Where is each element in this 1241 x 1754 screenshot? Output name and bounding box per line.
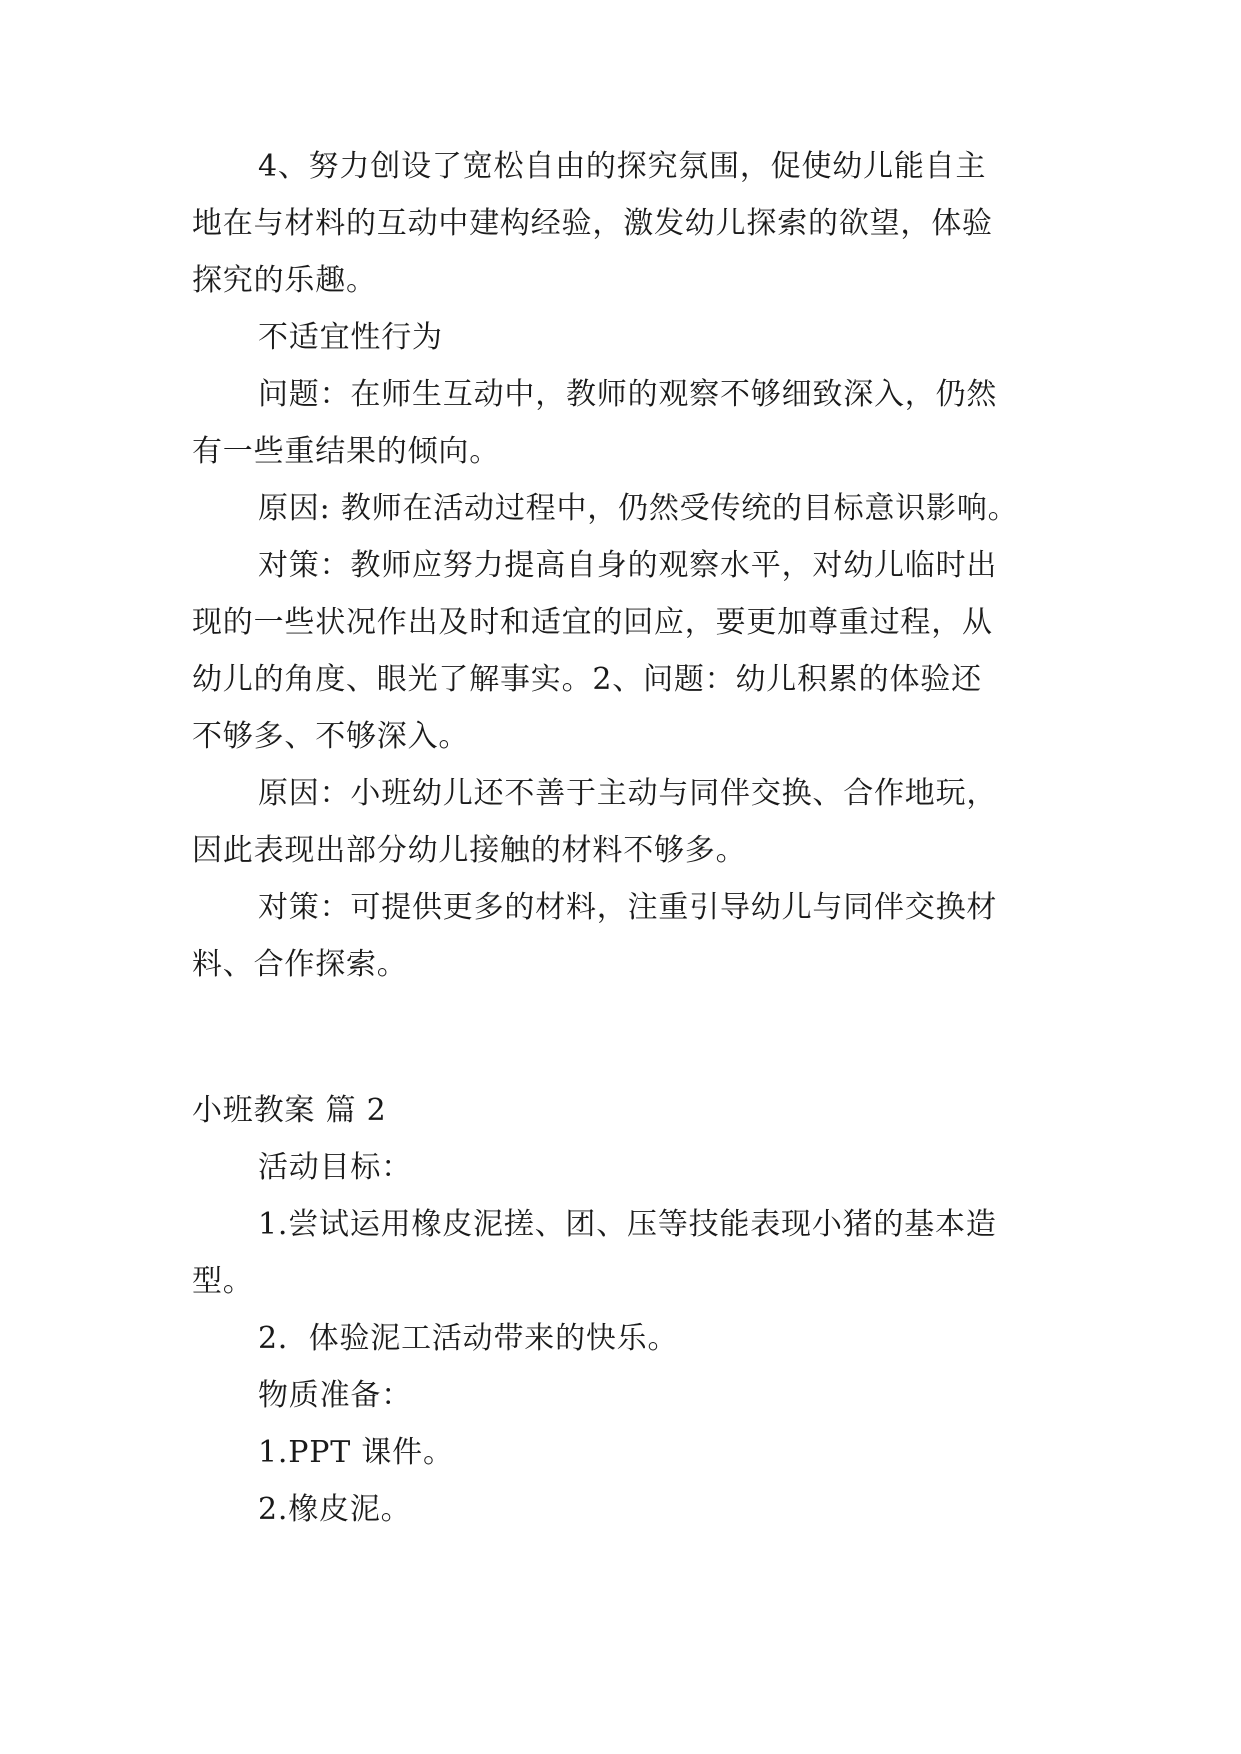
paragraph-line: 幼儿的角度、眼光了解事实。2、问题：幼儿积累的体验还 [192, 662, 982, 697]
paragraph-line: 4、努力创设了宽松自由的探究氛围，促使幼儿能自主 [258, 149, 987, 184]
paragraph-line: 对策：教师应努力提高自身的观察水平，对幼儿临时出 [258, 548, 998, 583]
paragraph-line: 探究的乐趣。 [192, 263, 377, 298]
section-label: 不适宜性行为 [258, 320, 443, 355]
paragraph-line: 问题：在师生互动中，教师的观察不够细致深入，仍然 [258, 377, 998, 412]
paragraph-line: 原因：小班幼儿还不善于主动与同伴交换、合作地玩， [258, 776, 998, 811]
paragraph-line: 地在与材料的互动中建构经验，激发幼儿探索的欲望，体验 [192, 206, 993, 241]
list-item: 1.尝试运用橡皮泥搓、团、压等技能表现小猪的基本造 [258, 1207, 997, 1242]
paragraph-line: 现的一些状况作出及时和适宜的回应，要更加尊重过程，从 [192, 605, 993, 640]
list-item-continuation: 型。 [192, 1264, 254, 1299]
list-item: 2.橡皮泥。 [258, 1492, 412, 1527]
list-item: 2．体验泥工活动带来的快乐。 [258, 1321, 679, 1356]
paragraph-line: 原因: 教师在活动过程中，仍然受传统的目标意识影响。 [258, 491, 1019, 526]
subheading: 活动目标： [258, 1150, 412, 1185]
paragraph-line: 对策：可提供更多的材料，注重引导幼儿与同伴交换材 [258, 890, 998, 925]
list-item: 1.PPT 课件。 [258, 1435, 454, 1470]
subheading: 物质准备： [258, 1378, 412, 1413]
paragraph-line: 不够多、不够深入。 [192, 719, 470, 754]
paragraph-line: 因此表现出部分幼儿接触的材料不够多。 [192, 833, 747, 868]
section-heading: 小班教案 篇 2 [192, 1093, 387, 1128]
paragraph-line: 有一些重结果的倾向。 [192, 434, 500, 469]
paragraph-line: 料、合作探索。 [192, 947, 408, 982]
